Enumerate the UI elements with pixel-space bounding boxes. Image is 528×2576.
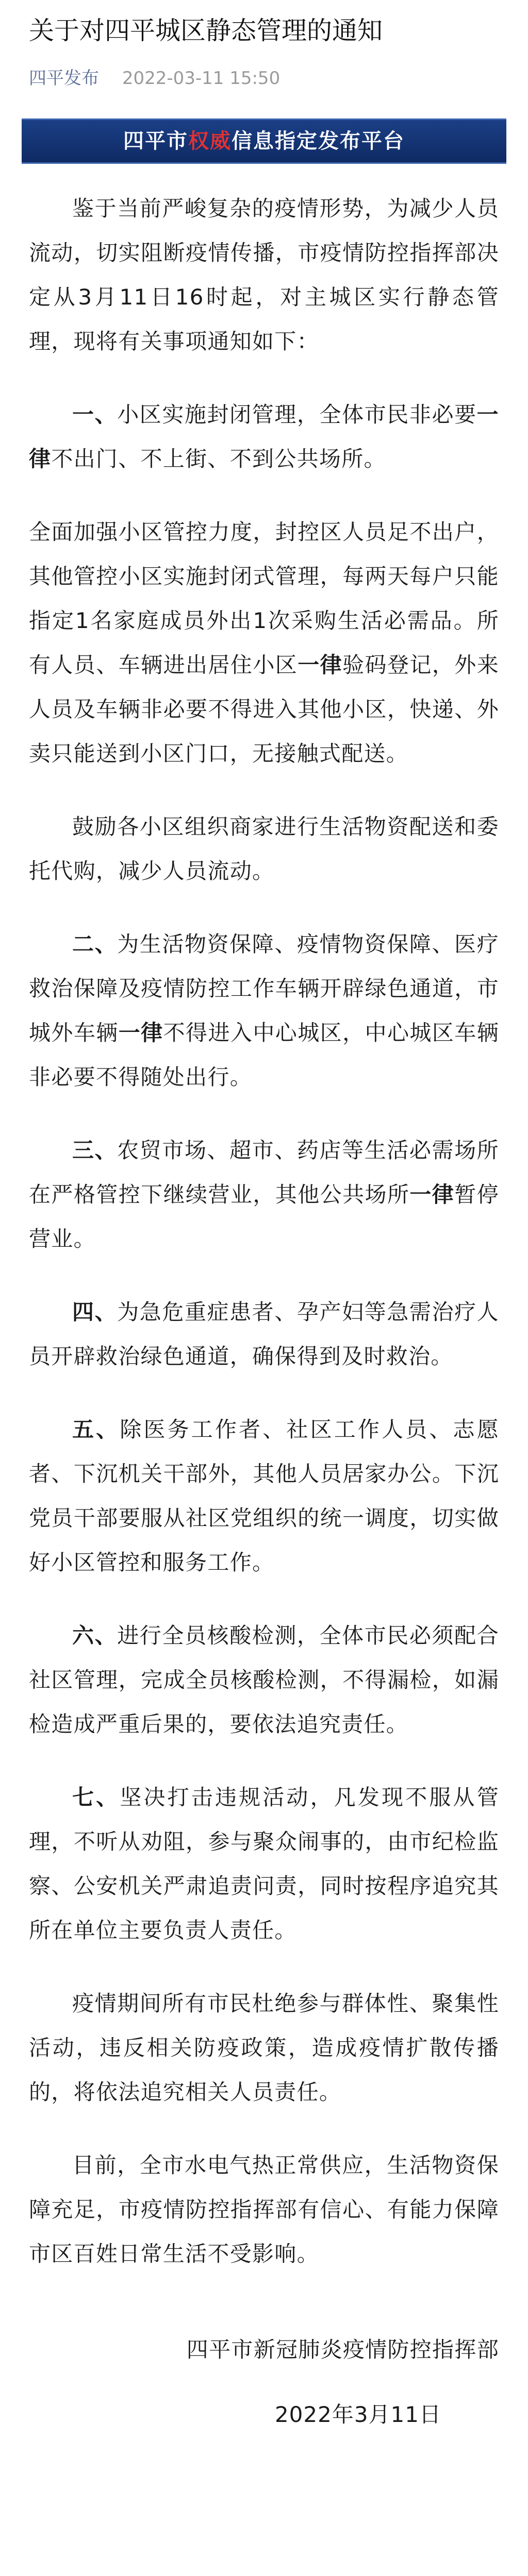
item-3-emphasis: 一律	[409, 1182, 455, 1207]
item-label-7: 七、	[72, 1785, 120, 1810]
item-3-text-b: 暂停营业。	[29, 1182, 499, 1251]
article-meta	[29, 67, 499, 90]
paragraph-gathering: 疫情期间所有市民杜绝参与群体性、聚集性活动，违反相关防疫政策，造成疫情扩散传播的，将依法追究相关人员责任。	[29, 1991, 499, 2105]
paragraph-item-4	[29, 1290, 499, 1379]
item-1-detail-text-a: 全面加强小区管控力度，封控区人员足不出户，其他管控小区实施封闭式管理，每两天每户只能指定1名家庭成员外出1次采购生活必需品。所有人员、车辆进出居住小区	[29, 519, 499, 677]
item-1-detail-emphasis: 一律	[298, 652, 343, 677]
article-title: 关于对四平城区静态管理的通知	[29, 16, 383, 45]
item-2-text-b: 不得进入中心城区，中心城区车辆非必要不得随处出行。	[29, 1020, 499, 1090]
item-1-emphasis: 一律	[29, 402, 499, 471]
paragraph-item-7	[29, 1775, 499, 1953]
item-1-text-a: 小区实施封闭管理，全体市民非必要	[117, 402, 477, 427]
paragraph-item-5	[29, 1408, 499, 1585]
item-label-3: 三、	[72, 1138, 118, 1163]
issuer-signature: 四平市新冠肺炎疫情防控指挥部	[186, 2337, 499, 2362]
paragraph-item-1-detail	[29, 510, 499, 776]
item-label-5: 五、	[72, 1417, 120, 1442]
item-7-text: 坚决打击违规活动，凡发现不服从管理，不听从劝阻，参与聚众闹事的，由市纪检监察、公安机关严肃追责问责，同时按程序追究其所在单位主要负责人责任。	[29, 1785, 499, 1943]
item-label-2: 二、	[72, 931, 118, 957]
item-3-text-a: 农贸市场、超市、药店等生活必需场所在严格管控下继续营业，其他公共场所	[29, 1138, 499, 1207]
item-1-text-b: 不出门、不上街、不到公共场所。	[51, 446, 386, 471]
paragraph-item-2	[29, 922, 499, 1099]
issue-date: 2022年3月11日	[274, 2402, 441, 2427]
paragraph-utilities: 目前，全市水电气热正常供应，生活物资保障充足，市疫情防控指挥部有信心、有能力保障市区百姓日常生活不受影响。	[29, 2153, 499, 2266]
item-1-detail-text-b: 验码登记，外来人员及车辆非必要不得进入其他小区，快递、外卖只能送到小区门口，无接触式配送。	[29, 652, 499, 766]
item-label-6: 六、	[72, 1623, 118, 1648]
platform-banner	[22, 118, 506, 164]
paragraph-item-3	[29, 1128, 499, 1261]
item-6-text: 进行全员核酸检测，全体市民必须配合社区管理，完成全员核酸检测，不得漏检，如漏检造成严重后果的，要依法追究责任。	[29, 1623, 499, 1737]
item-label-1: 一、	[72, 402, 118, 427]
paragraph-item-1	[29, 393, 499, 481]
item-2-emphasis: 一律	[118, 1020, 163, 1045]
paragraph-supplies: 鼓励各小区组织商家进行生活物资配送和委托代购，减少人员流动。	[29, 814, 499, 884]
article-body	[29, 187, 499, 2276]
item-4-text: 为急危重症患者、孕产妇等急需治疗人员开辟救治绿色通道，确保得到及时救治。	[29, 1299, 499, 1369]
banner-text-authority: 权威	[188, 129, 232, 153]
item-label-4: 四、	[72, 1299, 118, 1325]
banner-text-city: 四平市	[123, 129, 188, 153]
author-link[interactable]: 四平发布	[29, 68, 99, 89]
publish-time: 2022-03-11 15:50	[122, 68, 280, 89]
paragraph-item-6	[29, 1614, 499, 1747]
item-5-text: 除医务工作者、社区工作人员、志愿者、下沉机关干部外，其他人员居家办公。下沉党员干部要服从社区党组织的统一调度，切实做好小区管控和服务工作。	[29, 1417, 499, 1575]
paragraph-intro: 鉴于当前严峻复杂的疫情形势，为减少人员流动，切实阻断疫情传播，市疫情防控指挥部决定从3月11日16时起，对主城区实行静态管理，现将有关事项通知如下：	[29, 196, 499, 354]
item-2-text-a: 为生活物资保障、疫情物资保障、医疗救治保障及疫情防控工作车辆开辟绿色通道，市城外车辆	[29, 931, 499, 1045]
banner-text-platform: 信息指定发布平台	[232, 129, 405, 153]
